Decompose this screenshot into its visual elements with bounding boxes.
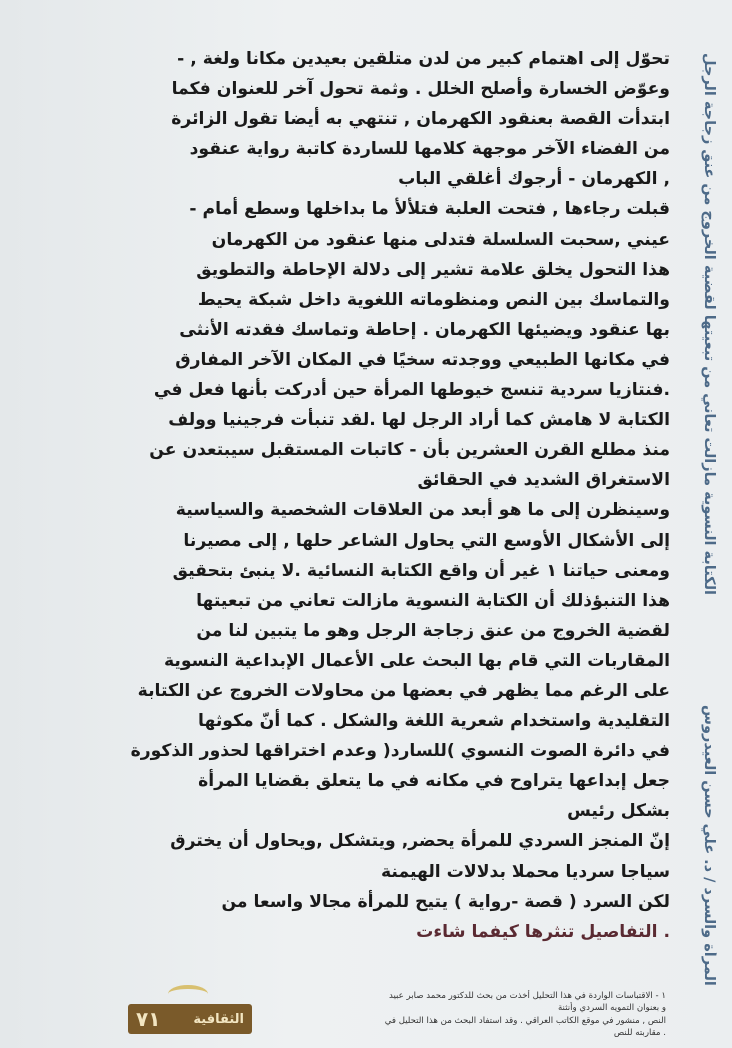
body-line: ومعنى حياتنا ١ غير أن واقع الكتابة النسائية .لا ينبئ بتحقيق <box>172 560 670 581</box>
body-line: عيني ,سحبت السلسلة فتدلى منها عنقود من الكهرمان <box>211 229 670 250</box>
body-line: في مكانها الطبيعي ووجدته سخيًا في المكان الآخر المفارق <box>175 349 670 370</box>
footnote-line: و بعنوان التمويه السردي وأنثنة <box>557 1003 666 1014</box>
body-line: سياجا سرديا محملا بدلالات الهيمنة <box>381 861 670 882</box>
body-line: هذا التنبؤذلك أن الكتابة النسوية مازالت تعاني من تبعيتها <box>196 590 670 611</box>
footnote-line: . مقاربته للنص <box>613 1028 666 1039</box>
body-line: على الرغم مما يظهر في بعضها من محاولات الخروج عن الكتابة <box>137 680 670 701</box>
body-line: , الكهرمان - أرجوك أغلقي الباب <box>398 169 670 190</box>
body-line: إنّ المنجز السردي للمرأة يحضر, ويتشكل ,ويحاول أن يخترق <box>170 831 670 852</box>
body-line: التقليدية واستخدام شعرية اللغة والشكل . كما أنّ مكوثها <box>198 711 670 732</box>
body-line: الكتابة لا هامش كما أراد الرجل لها .لقد تنبأت فرجينيا وولف <box>168 410 670 431</box>
running-title-vertical: الكتابة النسوية مازالت تعاني من تبعيتها لقضية الخروج من عنق زجاجة الرجل <box>701 52 717 595</box>
body-line: وسينظرن إلى ما هو أبعد من العلاقات الشخصية والسياسية <box>175 500 670 521</box>
article-body <box>38 44 670 947</box>
body-line: والتماسك بين النص ومنظوماته اللغوية داخل شبكة يحيط <box>197 289 670 310</box>
page-number: ٧١ <box>136 1007 161 1031</box>
page-number-badge <box>128 1004 252 1034</box>
body-line: الاستغراق الشديد في الحقائق <box>417 470 670 491</box>
body-line: لكن السرد ( قصة -رواية ) يتيح للمرأة مجالا واسعا من <box>221 891 670 912</box>
body-line: هذا التحول يخلق علامة تشير إلى دلالة الإحاطة والتطويق <box>196 259 670 280</box>
body-line: منذ مطلع القرن العشرين بأن - كاتبات المستقبل سيبتعدن عن <box>149 440 670 461</box>
footnote <box>262 990 666 1040</box>
body-line: لقضية الخروج من عنق زجاجة الرجل وهو ما يتبين لنا من <box>196 620 670 641</box>
body-line: قبلت رجاءها , فتحت العلبة فتلألأ ما بداخلها وسطع أمام - <box>189 199 670 220</box>
section-label: الثقافية <box>193 1011 244 1027</box>
body-line: بها عنقود ويضيئها الكهرمان . إحاطة وتماسك فقدته الأنثى <box>179 319 670 340</box>
body-line: المقاربات التي قام بها البحث على الأعمال الإبداعية النسوية <box>164 650 670 671</box>
body-line: في دائرة الصوت النسوي )للسارد( وعدم اختراقها لحذور الذكورة <box>130 741 670 762</box>
body-line: بشكل رئيس <box>567 801 670 822</box>
running-author-vertical: المرأة والسرد / د. علي حسن العيدروس <box>701 704 717 986</box>
body-line: .فنتازيا سردية تنسج خيوطها المرأة حين أدركت بأنها فعل في <box>153 380 670 401</box>
body-line: وعوّض الخسارة وأصلح الخلل . وثمة تحول آخر للعنوان فكما <box>171 79 670 100</box>
body-line: إلى الأشكال الأوسع التي يحاول الشاعر حلها , إلى مصيرنا <box>183 530 670 551</box>
body-line: من الفضاء الآخر موجهة كلامها للساردة كاتبة رواية عنقود <box>189 139 670 160</box>
body-line: ابتدأت القصة بعنقود الكهرمان , تنتهي به أيضا تقول الزائرة <box>171 109 670 130</box>
footnote-line: النص , منشور في موقع الكاتب العراقي . وقد استفاد البحث من هذا التحليل في <box>384 1015 666 1026</box>
body-line: جعل إبداعها يتراوح في مكانه في ما يتعلق بقضايا المرأة <box>198 771 670 792</box>
logo-swoosh-icon <box>168 985 208 1003</box>
footnote-line: ١ - الاقتباسات الواردة في هذا التحليل أخذت من بحث للدكتور محمد صابر عبيد <box>388 991 666 1001</box>
body-line-closing: . التفاصيل تنثرها كيفما شاءت <box>416 921 670 942</box>
body-line: تحوّل إلى اهتمام كبير من لدن متلقين بعيدين مكانا ولغة , - <box>177 49 670 69</box>
